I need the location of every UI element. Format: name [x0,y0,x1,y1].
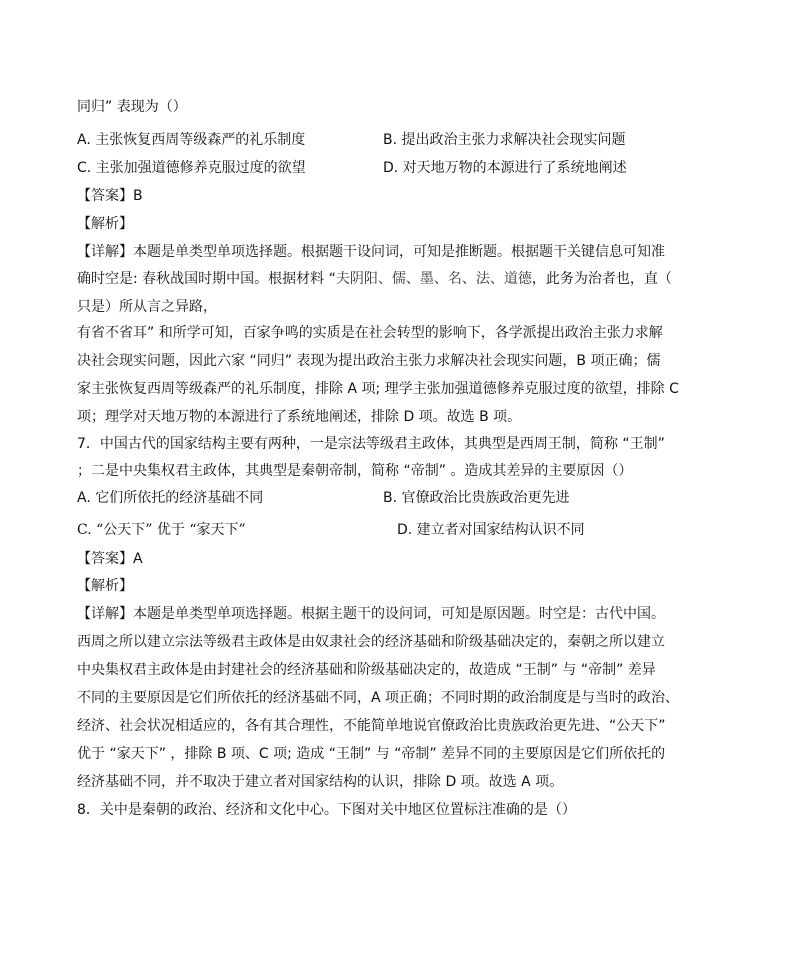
q6-detail-text: ，此务为治者也，直（ [531,271,672,287]
q6-option-d: D. 对天地万物的本源进行了系统地阐述 [383,160,627,176]
q7-detail-line: 经济、社会状况相适应的，各有其合理性，不能简单地说官僚政治比贵族政治更先进、“公天下” [77,718,666,734]
q6-option-b: B. 提出政治主张力求解决社会现实问题 [383,132,626,148]
q6-option-c: C. 主张加强道德修养克服过度的欲望 [77,160,306,176]
q7-option-b: B. 官僚政治比贵族政治更先进 [383,490,570,506]
q7-option-a: A. 它们所依托的经济基础不同 [77,490,264,506]
q7-analysis-title: 【解析】 [77,578,133,594]
q6-material-quote: 夫阴阳、儒、墨、名、法、道德 [335,271,532,287]
q6-answer: 【答案】B [77,188,143,204]
q6-detail-line: 只是）所从言之异路， [77,299,217,315]
q7-answer: 【答案】A [77,551,143,567]
q7-detail-line: 西周之所以建立宗法等级君主政体是由奴隶社会的经济基础和阶级基础决定的，秦朝之所以建立 [77,634,665,650]
q7-option-d: D. 建立者对国家结构认识不同 [397,522,585,538]
q8-stem: 8．关中是秦朝的政治、经济和文化中心。下图对关中地区位置标注准确的是（） [77,802,576,818]
q6-detail-line: 项；理学对天地万物的本源进行了系统地阐述，排除 D 项。故选 B 项。 [77,409,522,425]
q6-detail-line: 家主张恢复西周等级森严的礼乐制度，排除 A 项; 理学主张加强道德修养克服过度的欲望，排除 C [77,381,679,397]
q6-option-a: A. 主张恢复西周等级森严的礼乐制度 [77,132,306,148]
q6-stem-tail: 同归” 表现为（） [77,99,187,115]
q7-stem-line: ；二是中央集权君主政体，其典型是秦朝帝制，简称 “帝制” 。造成其差异的主要原因（） [77,463,633,479]
q6-analysis-title: 【解析】 [77,216,133,232]
q6-detail-line: 决社会现实问题，因此六家 “同归” 表现为提出政治主张力求解决社会现实问题，B 项正确；儒 [77,353,661,369]
q7-detail-line: 不同的主要原因是它们所依托的经济基础不同，A 项正确；不同时期的政治制度是与当时的政治、 [77,690,680,706]
q7-detail-line: 中央集权君主政体是由封建社会的经济基础和阶级基础决定的，故造成 “王制” 与 “帝制” 差异 [77,662,656,678]
q6-detail-line [77,270,672,288]
q7-detail-line: 【详解】本题是单类型单项选择题。根据主题干的设问词，可知是原因题。时空是：古代中国。 [77,606,665,622]
q7-detail-line: 优于 “家天下” ，排除 B 项、C 项; 造成 “王制” 与 “帝制” 差异不同的主要原因是它们所依托的 [77,746,666,762]
q6-detail-line: 有省不省耳” 和所学可知，百家争鸣的实质是在社会转型的影响下，各学派提出政治主张力求解 [77,325,663,341]
q7-stem-line: 7．中国古代的国家结构主要有两种，一是宗法等级君主政体，其典型是西周王制，简称 “王制” [77,436,665,452]
q6-detail-line: 【详解】本题是单类型单项选择题。根据题干设问词，可知是推断题。根据题干关键信息可知准 [77,244,665,260]
q7-option-c: C. “公天下” 优于 “家天下” [77,522,246,538]
q6-detail-text: 确时空是: 春秋战国时期中国。根据材料 “ [77,271,336,287]
q7-detail-line: 经济基础不同，并不取决于建立者对国家结构的认识，排除 D 项。故选 A 项。 [77,774,564,790]
